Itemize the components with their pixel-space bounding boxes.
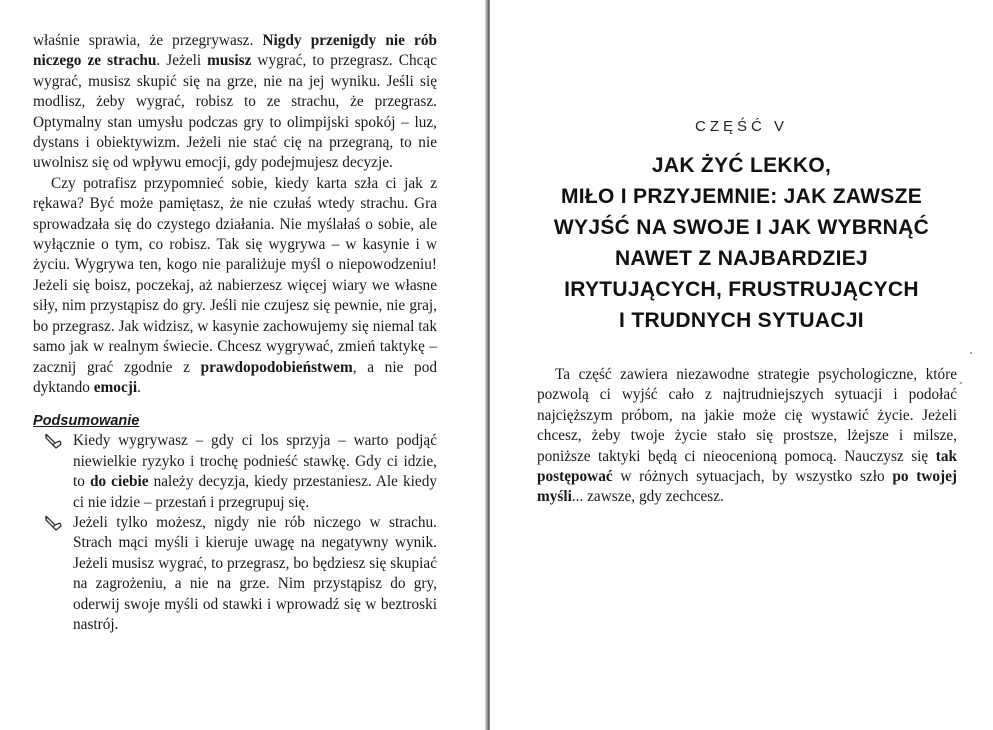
scan-speck: [970, 352, 972, 354]
writing-hand-icon: [45, 432, 63, 450]
writing-hand-icon: [45, 514, 63, 532]
part-intro: Ta część zawiera niezawodne strategie psychologiczne, które pozwolą ci wyjść cało z najtrudniejszych sytuacji i podołać najcięższym próbom, na jakie może cię wystawić życie. Jeżeli chcesz, żeby twoje życie stało się prostsze, lżejsze i milsze, poniższe taktyki będą ci nieocenioną pomocą. Nauczysz się tak postępować w różnych sytuacjach, by wszystko szło po twojej myśli... zawsze, gdy zechcesz.: [537, 366, 957, 506]
summary-item: Jeżeli tylko możesz, nigdy nie rób niczego w strachu. Strach mąci myśli i kieruje uwagę na negatywny wynik. Jeżeli musisz wygrać, to przegrasz, bo będziesz się skupiać na zagrożeniu, a nie na grze. Nim przystąpisz do gry, oderwij swoje myśli od stawki i wprowadź się w beztroski nastrój.: [33, 513, 437, 635]
right-page: [490, 0, 993, 730]
bold-phrase: musisz: [207, 52, 252, 70]
bold-phrase: prawdopodobieństwem: [200, 358, 353, 376]
bold-phrase: Nigdy przenigdy nie rób niczego ze strachu: [33, 32, 437, 70]
part-title-line: MIŁO I PRZYJEMNIE: JAK ZAWSZE: [560, 185, 923, 208]
bold-phrase: po twojej myśli: [537, 468, 957, 506]
part-title-line: WYJŚĆ NA SWOJE I JAK WYBRNĄĆ: [553, 216, 930, 239]
paragraph-1: właśnie sprawia, że przegrywasz. Nigdy przenigdy nie rób niczego ze strachu. Jeżeli musisz wygrać, to przegrasz. Chcąc wygrać, musisz skupić się na grze, nie na jej wyniku. Jeśli się modlisz, żeby wygrać, robisz to ze strachu, że przegrasz. Optymalny stan umysłu podczas gry to olimpijski spokój – luz, dystans i obiektywizm. Jeżeli nie stać cię na przegraną, to nie uwolnisz się od wpływu emocji, gdy podejmujesz decyzje.: [33, 32, 437, 172]
paragraph-2: Czy potrafisz przypomnieć sobie, kiedy karta szła ci jak z rękawa? Być może pamiętasz, że nie czułaś wtedy strachu. Gra sprowadzała się do czystego działania. Nie myślałaś o sobie, ale wyłącznie o tym, co robisz. Tak się wygrywa – w kasynie i w życiu. Wygrywa ten, kogo nie paraliżuje myśl o niepowodzeniu! Jeżeli się boisz, poczekaj, aż nabierzesz więcej wiary we własne siły, nim przystąpisz do gry. Jeśli nie czujesz się pewnie, nie graj, bo przegrasz. Jak widzisz, w kasynie zachowujemy się niemal tak samo jak w realnym świecie. Chcesz wygrywać, zmień taktykę – zacznij grać zgodnie z prawdopodobieństwem, a nie pod dyktando emocji.: [33, 174, 437, 396]
part-title: [510, 150, 973, 336]
part-label: CZĘŚĆ V: [694, 118, 788, 135]
summary-item: Kiedy wygrywasz – gdy ci los sprzyja – warto podjąć niewielkie ryzyko i trochę podnieść stawkę. Gdy ci idzie, to do ciebie należy decyzja, kiedy przestaniesz. Ale kiedy ci nie idzie – przestań i przegrupuj się.: [33, 431, 437, 513]
part-title-line: NAWET Z NAJBARDZIEJ: [614, 247, 869, 270]
summary-list: [33, 431, 437, 635]
bold-phrase: tak postępować: [537, 447, 957, 486]
part-title-line: JAK ŻYĆ LEKKO,: [651, 154, 832, 177]
part-title-line: I TRUDNYCH SYTUACJI: [619, 309, 864, 332]
left-page: [0, 0, 486, 730]
part-title-line: IRYTUJĄCYCH, FRUSTRUJĄCYCH: [564, 278, 919, 301]
summary-heading: Podsumowanie: [33, 413, 140, 430]
bold-phrase: emocji: [93, 378, 138, 396]
scan-speck: [960, 382, 962, 384]
bold-phrase: do ciebie: [89, 473, 149, 491]
left-page-body: [33, 31, 437, 635]
